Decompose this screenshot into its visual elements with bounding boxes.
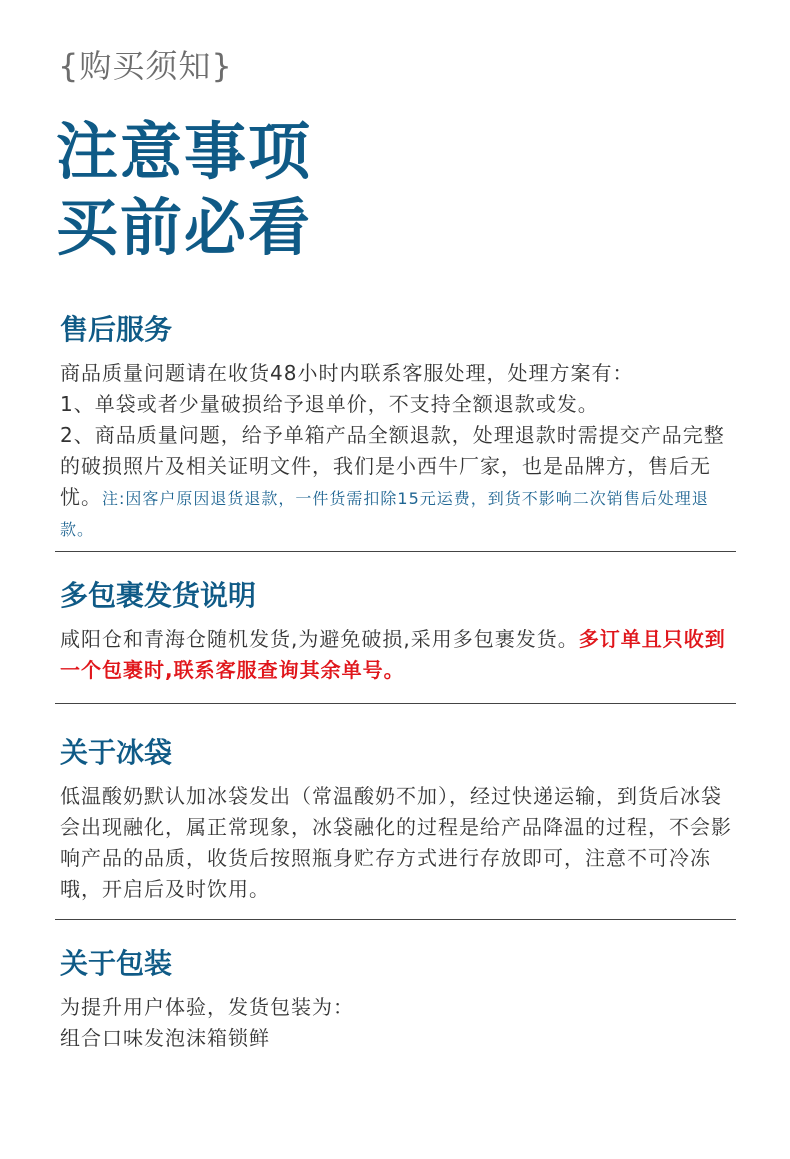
section-divider [55,919,736,920]
page-title-line-1: 注意事项 [56,115,313,188]
ice-bag-text: 低温酸奶默认加冰袋发出（常温酸奶不加），经过快递运输，到货后冰袋会出现融化，属正常现象，冰袋融化的过程是给产品降温的过程，不会影响产品的品质，收货后按照瓶身贮存方式进行存放即可，注意不可冷冻哦，开启后及时饮用。 [60,784,732,901]
after-sales-note: 注:因客户原因退货退款，一件货需扣除15元运费，到货不影响二次销售后处理退款。 [60,489,709,539]
ice-bag-title: 关于冰袋 [60,736,173,769]
after-sales-title: 售后服务 [60,313,173,346]
packaging-body [60,992,740,1054]
multi-package-section [60,578,740,686]
packaging-line-1: 为提升用户体验，发货包装为： [60,995,354,1019]
after-sales-line-1: 商品质量问题请在收货48小时内联系客服处理，处理方案有： [60,361,634,385]
after-sales-section [60,312,740,544]
after-sales-line-3: 2、商品质量问题，给予单箱产品全额退款，处理退款时需提交产品完整的破损照片及相关证明文件，我们是小西牛厂家，也是品牌方，售后无忧。 [60,423,725,509]
section-divider [55,551,736,552]
after-sales-body [60,358,740,544]
packaging-section [60,946,740,1054]
after-sales-line-2: 1、单袋或者少量破损给予退单价，不支持全额退款或发。 [60,392,599,416]
multi-package-title: 多包裹发货说明 [60,579,257,612]
ice-bag-section [60,735,740,905]
section-divider [55,703,736,704]
packaging-title: 关于包装 [60,947,173,980]
multi-package-text: 咸阳仓和青海仓随机发货,为避免破损,采用多包裹发货。 [60,627,579,651]
purchase-notice-tag: {购买须知} [58,47,233,85]
multi-package-warning: 多订单且只收到一个包裹时,联系客服查询其余单号。 [60,627,726,682]
ice-bag-body [60,781,740,905]
page-title-line-2: 买前必看 [56,191,313,264]
multi-package-body [60,624,740,686]
packaging-line-2: 组合口味发泡沫箱锁鲜 [60,1026,270,1050]
